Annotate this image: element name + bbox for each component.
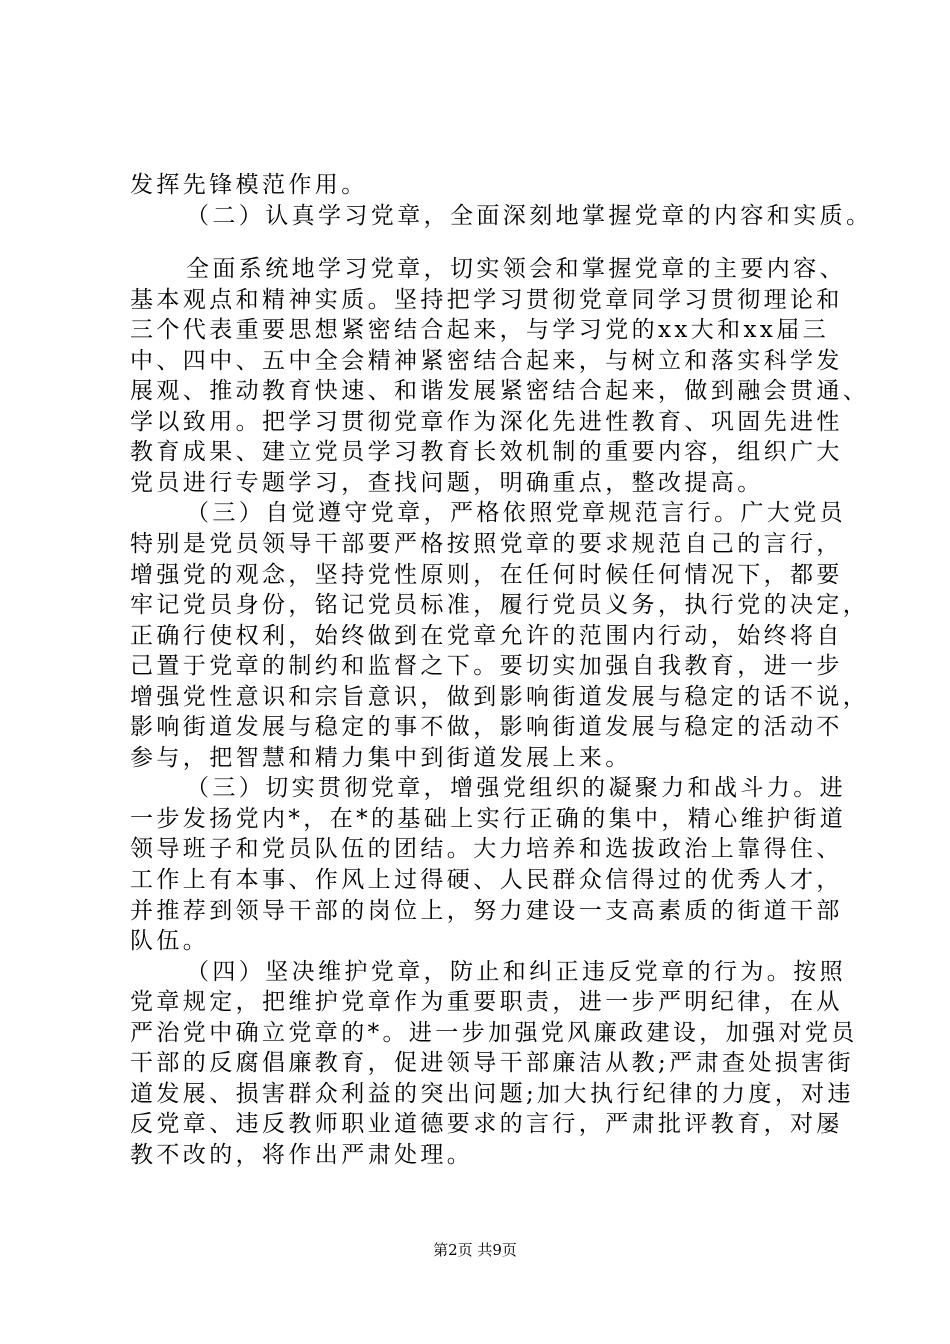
text-line: 队伍。 [130, 928, 210, 954]
text-line: 展观、推动教育快速、和谐发展紧密结合起来，做到融会贯通、 [130, 378, 870, 404]
text-line: 教育成果、建立党员学习教育长效机制的重要内容，组织广大 [130, 439, 843, 465]
text-line: 三个代表重要思想紧密结合起来，与学习党的xx大和xx届三 [130, 317, 830, 343]
text-line: 党章规定，把维护党章作为重要职责，进一步严明纪律，在从 [130, 989, 843, 1015]
text-line: 正确行使权利，始终做到在党章允许的范围内行动，始终将自 [130, 623, 843, 649]
paragraph-first-line: 全面系统地学习党章，切实领会和掌握党章的主要内容、 [186, 256, 846, 282]
text-line: 领导班子和党员队伍的团结。大力培养和选拔政治上靠得住、 [130, 836, 843, 862]
text-line: 反党章、违反教师职业道德要求的言行，严肃批评教育，对屡 [130, 1111, 843, 1137]
text-line: 增强党性意识和宗旨意识，做到影响街道发展与稳定的话不说， [130, 684, 870, 710]
text-line: 并推荐到领导干部的岗位上，努力建设一支高素质的街道干部 [130, 898, 843, 924]
text-line: 基本观点和精神实质。坚持把学习贯彻党章同学习贯彻理论和 [130, 287, 843, 313]
text-line: 特别是党员领导干部要严格按照党章的要求规范自己的言行， [130, 531, 843, 557]
section-heading-3a: （三）自觉遵守党章，严格依照党章规范言行。广大党员 [186, 500, 846, 526]
section-heading-4: （四）坚决维护党章，防止和纠正违反党章的行为。按照 [186, 959, 846, 985]
text-line: 严治党中确立党章的*。进一步加强党风廉政建设，加强对党员 [130, 1020, 858, 1046]
page-footer: 第2页 共9页 [433, 1241, 517, 1259]
text-line: 一步发扬党内*，在*的基础上实行正确的集中，精心维护街道 [130, 806, 847, 832]
text-line: 道发展、损害群众利益的突出问题;加大执行纪律的力度，对违 [130, 1081, 854, 1107]
section-heading-2: （二）认真学习党章，全面深刻地掌握党章的内容和实质。 [186, 203, 873, 229]
text-line: 发挥先锋模范作用。 [130, 172, 368, 198]
text-line: 干部的反腐倡廉教育，促进领导干部廉洁从教;严肃查处损害街 [130, 1050, 854, 1076]
text-line: 牢记党员身份，铭记党员标准，履行党员义务，执行党的决定， [130, 592, 870, 618]
text-line: 工作上有本事、作风上过得硬、人民群众信得过的优秀人才， [130, 867, 843, 893]
text-line: 己置于党章的制约和监督之下。要切实加强自我教育，进一步 [130, 653, 843, 679]
text-line: 增强党的观念，坚持党性原则，在任何时候任何情况下，都要 [130, 562, 843, 588]
text-line: 影响街道发展与稳定的事不做，影响街道发展与稳定的活动不 [130, 714, 843, 740]
text-line: 参与，把智慧和精力集中到街道发展上来。 [130, 745, 632, 771]
text-line: 学以致用。把学习贯彻党章作为深化先进性教育、巩固先进性 [130, 409, 843, 435]
section-heading-3b: （三）切实贯彻党章，增强党组织的凝聚力和战斗力。进 [186, 775, 846, 801]
text-line: 中、四中、五中全会精神紧密结合起来，与树立和落实科学发 [130, 348, 843, 374]
text-line: 党员进行专题学习，查找问题，明确重点，整改提高。 [130, 470, 764, 496]
text-line: 教不改的，将作出严肃处理。 [130, 1142, 474, 1168]
